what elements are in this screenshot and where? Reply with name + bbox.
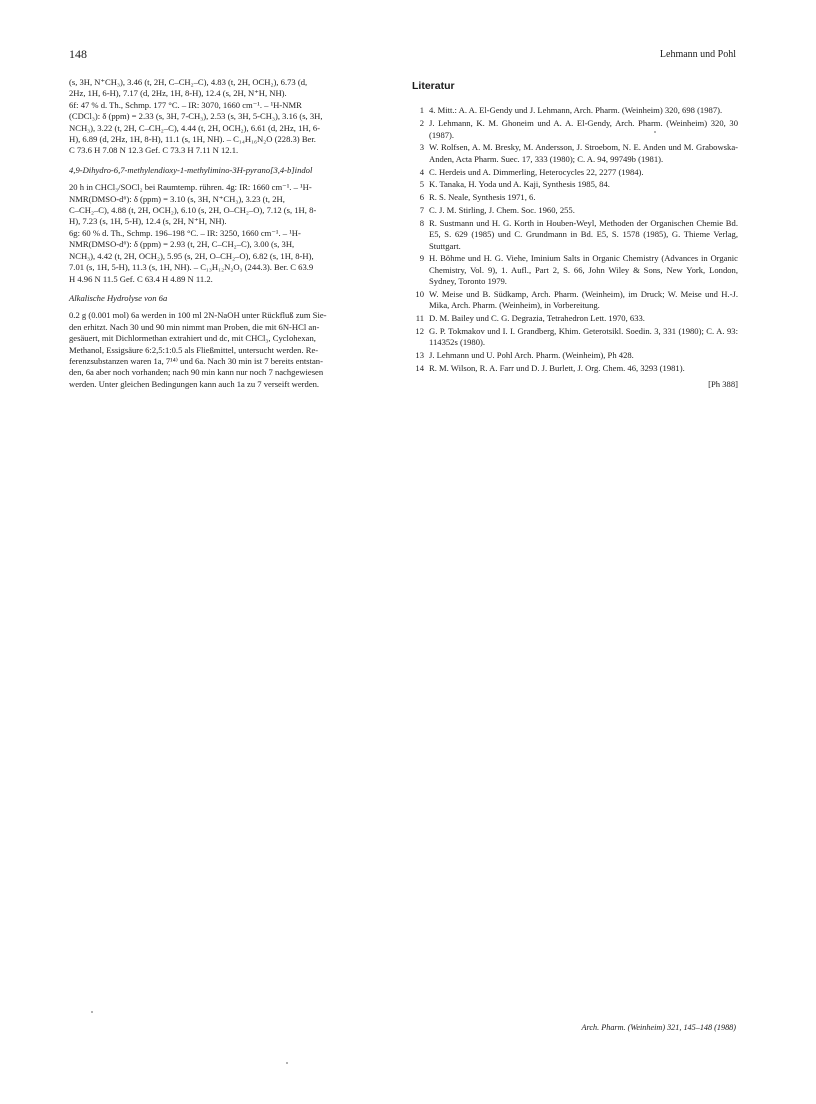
- running-head: Lehmann und Pohl: [659, 49, 736, 60]
- reference-item: [412, 105, 738, 116]
- reference-item: [412, 179, 738, 190]
- reference-text: G. P. Tokmakov und I. I. Grandberg, Khim. Geterotsikl. Soedin. 3, 331 (1980); C. A. 93: 114352s (1980).: [429, 326, 738, 348]
- reference-text: D. M. Bailey und C. G. Degrazia, Tetrahedron Lett. 1970, 633.: [429, 313, 645, 324]
- reference-number: 5: [419, 179, 424, 190]
- manuscript-code: [Ph 388]: [708, 379, 738, 390]
- text-line: den, 6a aber noch vorhanden; nach 90 min kann nur noch 7 nachgewiesen: [69, 367, 324, 378]
- reference-item: [412, 289, 738, 312]
- reference-text: W. Rolfsen, A. M. Bresky, M. Andersson, J. Stroebom, N. E. Anden und M. Grabowska-Anden, Acta Pharm. Suec. 17, 333 (1980); C. A. 94, 99749b (1981).: [429, 142, 738, 164]
- text-line: 0.2 g (0.001 mol) 6a werden in 100 ml 2N-NaOH unter Rückfluß zum Sie-: [69, 310, 327, 321]
- reference-item: [412, 326, 738, 349]
- reference-number: 3: [419, 142, 424, 153]
- text-line: C–CH₂–C), 4.88 (t, 2H, OCH₂), 6.10 (s, 2H, O–CH₂–O), 7.12 (s, 1H, 8-: [69, 205, 317, 216]
- paragraph-compound-4g-6g: [69, 182, 406, 285]
- text-line: NMR(DMSO-d⁶): δ (ppm) = 3.10 (s, 3H, N⁺CH₃), 3.23 (t, 2H,: [69, 193, 285, 204]
- reference-item: [412, 253, 738, 287]
- reference-text: J. Lehmann und U. Pohl Arch. Pharm. (Weinheim), Ph 428.: [429, 350, 634, 361]
- scan-speck: [286, 1062, 288, 1064]
- reference-number: 10: [415, 289, 424, 300]
- left-column: [69, 77, 406, 390]
- reference-item: [412, 313, 738, 324]
- reference-number: 1: [419, 105, 424, 116]
- reference-text: H. Böhme und H. G. Viehe, Iminium Salts in Organic Chemistry (Advances in Organic Chemistry, Vol. 9), 1. Aufl., Part 2, S. 66, John Wiley & Sons, New York, London, Sydney, Toronto 1979.: [429, 253, 738, 287]
- right-column: [412, 77, 738, 391]
- reference-text: C. J. M. Stirling, J. Chem. Soc. 1960, 255.: [429, 205, 575, 215]
- reference-item: [412, 363, 738, 374]
- reference-text: R. S. Neale, Synthesis 1971, 6.: [429, 192, 536, 203]
- paragraph-nmr-data: [69, 77, 406, 157]
- reference-number: 14: [415, 363, 424, 374]
- reference-number: 6: [419, 192, 424, 203]
- text-line: den erhitzt. Nach 30 und 90 min nimmt man Proben, die mit 6N-HCl an-: [69, 321, 320, 332]
- reference-number: 9: [419, 253, 424, 264]
- reference-text: C. Herdeis und A. Dimmerling, Heterocycles 22, 2277 (1984).: [429, 166, 644, 177]
- text-line: 6f: 47 % d. Th., Schmp. 177 °C. – IR: 3070, 1660 cm⁻¹. – ¹H-NMR: [69, 99, 302, 110]
- reference-number: 2: [419, 118, 424, 129]
- scan-speck: [654, 131, 656, 133]
- scan-speck: [91, 1011, 93, 1013]
- text-line: (CDCl₃): δ (ppm) = 2.33 (s, 3H, 7-CH₃), 2.53 (s, 3H, 5-CH₃), 3.16 (s, 3H,: [69, 111, 323, 122]
- text-line: ferenzsubstanzen waren 1a, 7¹⁴⁾ und 6a. Nach 30 min ist 7 bereits entstan-: [69, 355, 323, 366]
- page-number: 148: [69, 47, 87, 61]
- reference-item: [412, 205, 738, 216]
- reference-text: J. Lehmann, K. M. Ghoneim und A. A. El-Gendy, Arch. Pharm. (Weinheim) 320, 30 (1987).: [429, 118, 738, 140]
- reference-list: [412, 105, 738, 374]
- text-line: H), 7.23 (s, 1H, 5-H), 12.4 (s, 2H, N⁺H, NH).: [69, 216, 227, 227]
- reference-number: 13: [415, 350, 424, 361]
- reference-number: 11: [415, 313, 424, 324]
- reference-item: [412, 218, 738, 252]
- reference-item: [412, 192, 738, 203]
- reference-item: [412, 350, 738, 361]
- reference-text: 4. Mitt.: A. A. El-Gendy und J. Lehmann, Arch. Pharm. (Weinheim) 320, 698 (1987).: [429, 105, 723, 116]
- text-line: 7.01 (s, 1H, 5-H), 11.3 (s, 1H, NH). – C₁₃H₁₂N₂O₃ (244.3). Ber. C 63.9: [69, 262, 314, 273]
- paragraph-hydrolyse: [69, 310, 406, 390]
- reference-item: [412, 118, 738, 141]
- reference-text: K. Tanaka, H. Yoda und A. Kaji, Synthesis 1985, 84.: [429, 179, 610, 190]
- text-line: NMR(DMSO-d⁶): δ (ppm) = 2.93 (t, 2H, C–CH₂–C), 3.00 (s, 3H,: [69, 239, 295, 250]
- text-line: NCH₃), 4.42 (t, 2H, OCH₂), 5.95 (s, 2H, O–CH₂–O), 6.82 (s, 1H, 8-H),: [69, 250, 314, 261]
- text-line: C 73.6 H 7.08 N 12.3 Gef. C 73.3 H 7.11 N 12.1.: [69, 145, 239, 156]
- reference-text: R. Sustmann und H. G. Korth in Houben-Weyl, Methoden der Organischen Chemie Bd. E5, S. 629 (1985) und C. Grundmann in Bd. E5, S. 1578 (1985), G. Thieme Verlag, Stuttgart.: [429, 217, 738, 251]
- journal-citation-footer: Arch. Pharm. (Weinheim) 321, 145–148 (1988): [581, 1023, 736, 1032]
- reference-item: [412, 142, 738, 165]
- text-line: 20 h in CHCl₃/SOCl₂ bei Raumtemp. rühren. 4g: IR: 1660 cm⁻¹. – ¹H-: [69, 182, 312, 193]
- reference-number: 8: [419, 217, 424, 228]
- literature-heading: Literatur: [412, 80, 455, 92]
- text-line: (s, 3H, N⁺CH₃), 3.46 (t, 2H, C–CH₂–C), 4.83 (t, 2H, OCH₂), 6.73 (d,: [69, 77, 308, 87]
- text-line: NCH₃), 3.22 (t, 2H, C–CH₂–C), 4.44 (t, 2H, OCH₂), 6.61 (d, 2Hz, 1H, 6-: [69, 122, 321, 133]
- reference-number: 7: [419, 205, 424, 215]
- reference-text: R. M. Wilson, R. A. Farr und D. J. Burlett, J. Org. Chem. 46, 3293 (1981).: [429, 363, 685, 374]
- text-line: 6g: 60 % d. Th., Schmp. 196–198 °C. – IR: 3250, 1660 cm⁻¹. – ¹H-: [69, 227, 301, 238]
- text-line: H), 6.89 (d, 2Hz, 1H, 8-H), 11.1 (s, 1H, NH). – C₁₄H₁₆N₂O (228.3) Ber.: [69, 134, 316, 145]
- subsection-heading-pyranoindol: 4,9-Dihydro-6,7-methylendioxy-1-methylimino-3H-pyrano[3,4-b]indol: [69, 164, 313, 175]
- text-line: gesäuert, mit Dichlormethan extrahiert und dc, mit CHCl₃, Cyclohexan,: [69, 333, 316, 344]
- subsection-heading-hydrolyse: Alkalische Hydrolyse von 6a: [69, 292, 168, 303]
- reference-number: 12: [415, 326, 424, 337]
- text-line: 2Hz, 1H, 6-H), 7.17 (d, 2Hz, 1H, 8-H), 12.4 (s, 2H, N⁺H, NH).: [69, 88, 287, 99]
- text-line: werden. Unter gleichen Bedingungen kann auch 1a zu 7 verseift werden.: [69, 378, 320, 389]
- reference-number: 4: [419, 166, 424, 177]
- text-line: H 4.96 N 11.5 Gef. C 63.4 H 4.89 N 11.2.: [69, 273, 213, 284]
- text-line: Methanol, Essigsäure 6:2,5:1:0.5 als Fließmittel, untersucht werden. Re-: [69, 344, 319, 355]
- reference-item: [412, 167, 738, 178]
- reference-text: W. Meise und B. Südkamp, Arch. Pharm. (Weinheim), im Druck; W. Meise und H.-J. Mika, Arch. Pharm. (Weinheim), in Vorbereitung.: [429, 289, 738, 311]
